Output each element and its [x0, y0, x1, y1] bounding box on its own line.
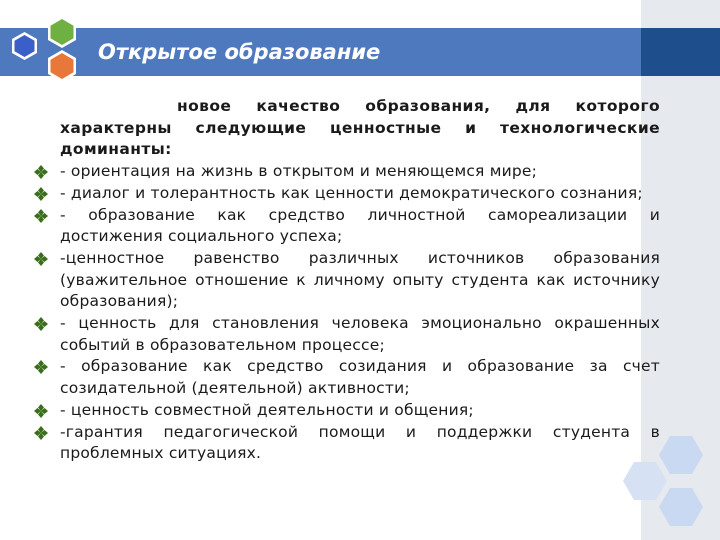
slide-title: Открытое образование	[98, 40, 381, 64]
list-item	[34, 205, 660, 248]
list-item-text: - образование как средство личностной самореализации и достижения социального успеха;	[60, 205, 660, 246]
list-item	[34, 400, 660, 422]
list-item	[34, 356, 660, 399]
list-item	[34, 313, 660, 356]
diamond-bullet-icon	[34, 360, 48, 374]
hexagon-cluster-icon	[0, 0, 90, 90]
title-bar-accent	[641, 28, 720, 76]
diamond-bullet-icon	[34, 252, 48, 266]
diamond-bullet-icon	[34, 187, 48, 201]
list-item	[34, 422, 660, 465]
diamond-bullet-icon	[34, 426, 48, 440]
list-item	[34, 161, 660, 183]
list-item-text: - диалог и толерантность как ценности демократического сознания;	[60, 183, 643, 202]
intro-text: новое качество образования, для которого характерны следующие ценностные и технологические доминанты:	[60, 97, 660, 159]
list-item	[34, 248, 660, 313]
list-item-text: - ценность для становления человека эмоционально окрашенных событий в образовательном процессе;	[60, 314, 660, 354]
diamond-bullet-icon	[34, 165, 48, 179]
list-item-text: -ценностное равенство различных источников образования (уважительное отношение к личному опыту студента как источнику образования);	[60, 248, 660, 311]
slide-body	[34, 96, 660, 465]
list-item-text: -гарантия педагогической помощи и поддержки студента в проблемных ситуациях.	[60, 422, 660, 463]
diamond-bullet-icon	[34, 404, 48, 418]
diamond-bullet-icon	[34, 317, 48, 331]
list-item-text: - образование как средство созидания и образование за счет созидательной (деятельной) активности;	[60, 357, 660, 398]
diamond-bullet-icon	[34, 209, 48, 223]
list-item	[34, 183, 660, 205]
list-item-text: - ценность совместной деятельности и общения;	[60, 400, 474, 419]
values-list	[34, 161, 660, 465]
list-item-text: - ориентация на жизнь в открытом и меняющемся мире;	[60, 162, 538, 181]
